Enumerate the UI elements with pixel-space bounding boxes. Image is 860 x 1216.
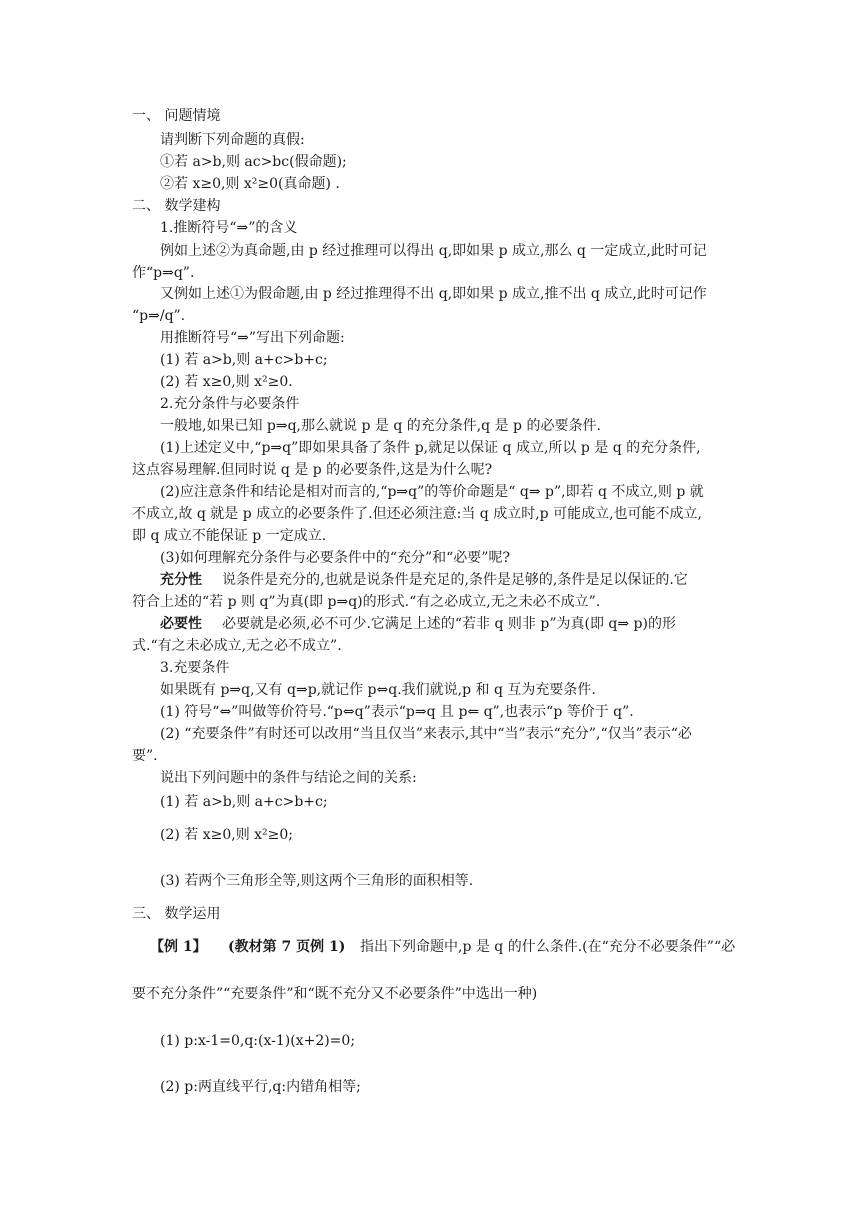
text-line: 这点容易理解.但同时说 q 是 p 的必要条件,这是为什么呢? <box>132 462 493 478</box>
text-line: (1)上述定义中,“p⇒q”即如果具备了条件 p,就足以保证 q 成立,所以 p 是 q 的充分条件, <box>160 440 701 456</box>
text-line: 不成立,故 q 就是 p 成立的必要条件了.但还必须注意:当 q 成立时,p 可能成立,也可能不成立, <box>132 506 702 522</box>
section-heading-3: 三、 数学运用 <box>132 906 221 922</box>
subheading: 2.充分条件与必要条件 <box>160 396 300 412</box>
text-line: 说出下列问题中的条件与结论之间的关系: <box>160 770 417 786</box>
text-line: (1) 若 a>b,则 a+c>b+c; <box>160 794 328 810</box>
text-line: 要”. <box>132 748 158 764</box>
term-necessity: 必要性 <box>160 616 202 632</box>
text-line: ②若 x≥0,则 x²≥0(真命题) . <box>160 176 340 192</box>
text-line: 请判断下列命题的真假: <box>160 132 305 148</box>
text-line: 式.“有之未必成立,无之必不成立”. <box>132 638 342 654</box>
example-label: 【例 1】 <box>150 939 207 955</box>
text-line: 一般地,如果已知 p⇒q,那么就说 p 是 q 的充分条件,q 是 p 的必要条件. <box>160 418 601 434</box>
text-line: (1) p:x-1=0,q:(x-1)(x+2)=0; <box>160 1033 356 1049</box>
text-line: (1) 符号“⇔”叫做等价符号.“p⇔q”表示“p⇒q 且 p⇐ q”,也表示“p 等价于 q”. <box>160 704 634 720</box>
subheading: 3.充要条件 <box>160 660 230 676</box>
section-heading-1: 一、 问题情境 <box>132 108 221 124</box>
text-line: 例如上述②为真命题,由 p 经过推理可以得出 q,即如果 p 成立,那么 q 一定成立,此时可记 <box>160 243 707 259</box>
text-line: (2)应注意条件和结论是相对而言的,“p⇒q”的等价命题是“ q⇒ p”,即若 q 不成立,则 p 就 <box>160 484 704 500</box>
text-line: 指出下列命题中,p 是 q 的什么条件.(在“充分不必要条件”“必 <box>360 939 736 955</box>
text-line: “p⇒/q”. <box>132 308 186 324</box>
text-line: (2) p:两直线平行,q:内错角相等; <box>160 1079 361 1095</box>
text-line: (3)如何理解充分条件与必要条件中的“充分”和“必要”呢? <box>160 550 510 566</box>
text-line: (3) 若两个三角形全等,则这两个三角形的面积相等. <box>160 873 474 889</box>
section-heading-2: 二、 数学建构 <box>132 198 221 214</box>
text-line: 如果既有 p⇒q,又有 q⇒p,就记作 p⇔q.我们就说,p 和 q 互为充要条件. <box>160 682 596 698</box>
example-source: (教材第 7 页例 1) <box>228 939 346 955</box>
text-line: 作“p⇒q”. <box>132 265 195 281</box>
term-sufficiency: 充分性 <box>160 572 202 588</box>
text-line: (2) 若 x≥0,则 x²≥0. <box>160 374 293 390</box>
text-line: 说条件是充分的,也就是说条件是充足的,条件是足够的,条件是足以保证的.它 <box>222 572 688 588</box>
text-line: 即 q 成立不能保证 p 一定成立. <box>132 528 327 544</box>
text-line: 用推断符号“⇒”写出下列命题: <box>160 330 345 346</box>
text-line: (2) “充要条件”有时还可以改用“当且仅当”来表示,其中“当”表示“充分”,“仅当”表示“必 <box>160 726 692 742</box>
text-line: 要不充分条件”“充要条件”和“既不充分又不必要条件”中选出一种) <box>132 986 538 1002</box>
text-line: 符合上述的“若 p 则 q”为真(即 p⇒q)的形式.“有之必成立,无之未必不成立”. <box>132 594 601 610</box>
subheading: 1.推断符号“⇒”的含义 <box>160 220 298 236</box>
text-line: ①若 a>b,则 ac>bc(假命题); <box>160 154 347 170</box>
text-line: 必要就是必须,必不可少.它满足上述的“若非 q 则非 p”为真(即 q⇒ p)的形 <box>222 616 676 632</box>
text-line: 又例如上述①为假命题,由 p 经过推理得不出 q,即如果 p 成立,推不出 q 成立,此时可记作 <box>160 286 707 302</box>
text-line: (1) 若 a>b,则 a+c>b+c; <box>160 352 328 368</box>
text-line: (2) 若 x≥0,则 x²≥0; <box>160 827 294 843</box>
